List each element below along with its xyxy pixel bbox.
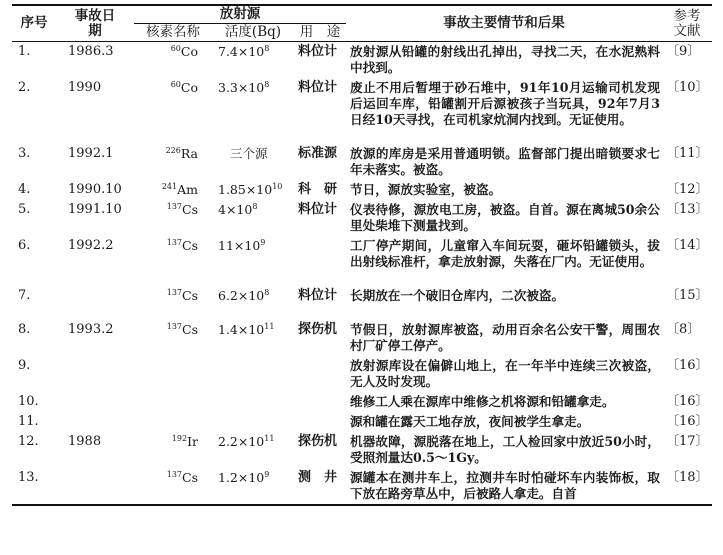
row-use: 标准源	[298, 146, 338, 161]
row-activity	[212, 200, 294, 236]
nuclide-mass-number: 137	[166, 321, 183, 331]
table-row	[12, 200, 712, 236]
header-no: 序号	[12, 5, 56, 42]
row-description: 放射源库设在偏僻山地上，在一年半中连续三次被盗，无人及时发现。	[350, 358, 660, 389]
activity-exponent: 8	[264, 43, 270, 53]
row-reference: 〔9〕	[666, 44, 701, 59]
header-reference: 参考文献	[662, 5, 712, 42]
row-date	[56, 412, 134, 432]
row-description: 放源的库房是采用普通明锁。监督部门提出暗锁要求七年未落实。被盗。	[350, 146, 660, 177]
row-number: 8.	[18, 322, 31, 337]
table-body	[12, 42, 712, 506]
row-description: 节日，源放实验室，被盗。	[350, 182, 502, 197]
row-description: 节假日，放射源库被盗，动用百余名公安干警，周围农村厂矿停工停产。	[350, 322, 660, 353]
table-row	[12, 468, 712, 505]
table-row	[12, 236, 712, 286]
row-number: 11.	[18, 414, 39, 429]
row-reference: 〔16〕	[666, 414, 709, 429]
nuclide-mass-number: 226	[165, 145, 181, 155]
row-use: 探伤机	[298, 434, 338, 449]
row-number: 5.	[18, 202, 31, 217]
activity-exponent: 11	[264, 433, 275, 443]
activity-exponent: 10	[272, 181, 283, 191]
table-row	[12, 432, 712, 468]
row-nuclide	[134, 144, 212, 180]
row-reference: 〔17〕	[666, 434, 709, 449]
row-description: 源罐本在测井车上，拉测井车时怕碰坏车内装饰板，取下放在路旁草丛中，后被路人拿走。自首	[350, 470, 660, 501]
nuclide-element: Cs	[182, 322, 198, 337]
header-use: 用 途	[294, 24, 346, 42]
activity-exponent: 8	[264, 79, 270, 89]
row-nuclide	[134, 412, 212, 432]
row-reference: 〔10〕	[666, 80, 709, 95]
row-number: 1.	[18, 44, 31, 59]
row-use: 料位计	[298, 288, 338, 303]
row-use: 科 研	[298, 182, 338, 197]
row-reference: 〔13〕	[666, 202, 709, 217]
accident-table	[12, 4, 712, 506]
row-activity	[212, 236, 294, 286]
row-nuclide	[134, 180, 212, 200]
nuclide-element: Am	[177, 182, 198, 197]
activity-value: 1.85×10	[218, 182, 273, 197]
row-activity	[212, 144, 294, 180]
nuclide-element: Co	[180, 44, 198, 59]
header-date: 事故日期	[56, 5, 134, 42]
nuclide-element: Ir	[187, 434, 198, 449]
activity-value: 1.4×10	[218, 322, 265, 337]
row-activity	[212, 412, 294, 432]
row-description: 仪表待修，源放电工房，被盗。自首。源在离城50余公里处柴堆下测量找到。	[350, 202, 660, 233]
header-source: 放射源	[134, 5, 346, 24]
nuclide-mass-number: 241	[161, 181, 178, 191]
row-use: 料位计	[298, 44, 338, 59]
activity-value: 3.3×10	[218, 80, 265, 95]
nuclide-mass-number: 60	[170, 43, 181, 53]
row-nuclide	[134, 200, 212, 236]
nuclide-element: Cs	[182, 288, 198, 303]
row-date: 1992.2	[68, 238, 114, 253]
activity-value: 三个源	[230, 146, 268, 161]
row-number: 7.	[18, 288, 31, 303]
header-activity: 活度(Bq)	[212, 24, 294, 42]
row-nuclide	[134, 356, 212, 392]
table-row	[12, 78, 712, 144]
table-row	[12, 286, 712, 320]
row-date: 1986.3	[68, 44, 114, 59]
row-reference: 〔14〕	[666, 238, 709, 253]
row-reference: 〔11〕	[666, 146, 709, 161]
row-nuclide	[134, 432, 212, 468]
activity-exponent: 9	[264, 469, 270, 479]
activity-value: 7.4×10	[218, 44, 265, 59]
row-description: 放射源从铅罐的射线出孔掉出，寻找二天，在水泥熟料中找到。	[350, 44, 660, 75]
row-description: 工厂停产期间，儿童窜入车间玩耍，砸坏铅罐锁头，拔出射线标准杆，拿走放射源，失落在厂内。无证使用。	[350, 238, 660, 269]
activity-value: 6.2×10	[218, 288, 265, 303]
row-description: 源和罐在露天工地存放，夜间被学生拿走。	[350, 414, 590, 429]
nuclide-element: Co	[180, 80, 198, 95]
row-activity	[212, 286, 294, 320]
row-activity	[212, 42, 294, 79]
nuclide-mass-number: 137	[166, 237, 183, 247]
activity-exponent: 8	[264, 287, 270, 297]
row-reference: 〔12〕	[666, 182, 709, 197]
header-nuclide: 核素名称	[134, 24, 212, 42]
activity-value: 4×10	[218, 202, 253, 217]
row-number: 13.	[18, 470, 39, 485]
row-use	[294, 392, 346, 412]
row-date	[56, 392, 134, 412]
row-description: 长期放在一个破旧仓库内，二次被盗。	[350, 288, 565, 303]
row-use	[294, 356, 346, 392]
activity-value: 11×10	[218, 238, 261, 253]
row-date	[56, 286, 134, 320]
table-row	[12, 320, 712, 356]
row-reference: 〔16〕	[666, 394, 709, 409]
row-number: 3.	[18, 146, 31, 161]
row-number: 6.	[18, 238, 31, 253]
nuclide-element: Ra	[180, 146, 198, 161]
row-date	[56, 468, 134, 505]
nuclide-element: Cs	[182, 202, 198, 217]
row-date: 1988	[68, 434, 102, 449]
nuclide-mass-number: 137	[166, 287, 183, 297]
row-number: 4.	[18, 182, 31, 197]
nuclide-element: Cs	[182, 238, 198, 253]
row-number: 2.	[18, 80, 31, 95]
row-use	[294, 236, 346, 286]
row-number: 12.	[18, 434, 39, 449]
row-nuclide	[134, 286, 212, 320]
nuclide-mass-number: 192	[171, 433, 188, 443]
row-use: 料位计	[298, 202, 338, 217]
table-row	[12, 42, 712, 79]
row-description: 废止不用后暂埋于砂石堆中，91年10月运输司机发现后运回车库，铅罐割开后源被孩子当玩具，92年7月3日经10天寻找，在司机家炕洞内找到。无证使用。	[350, 80, 660, 127]
row-nuclide	[134, 468, 212, 505]
row-reference: 〔8〕	[666, 322, 701, 337]
row-activity	[212, 320, 294, 356]
activity-exponent: 9	[260, 237, 266, 247]
row-date: 1990	[68, 80, 102, 95]
row-number: 10.	[18, 394, 39, 409]
row-nuclide	[134, 78, 212, 144]
header-description: 事故主要情节和后果	[346, 5, 662, 42]
row-activity	[212, 78, 294, 144]
row-description: 维修工人乘在源库中维修之机将源和铅罐拿走。	[350, 394, 615, 409]
row-number: 9.	[18, 358, 31, 373]
table-row	[12, 356, 712, 392]
row-date: 1990.10	[68, 182, 122, 197]
activity-value: 1.2×10	[218, 470, 265, 485]
row-date: 1992.1	[68, 146, 114, 161]
activity-exponent: 8	[252, 201, 258, 211]
nuclide-mass-number: 137	[166, 469, 183, 479]
nuclide-element: Cs	[182, 470, 198, 485]
row-use: 测 井	[298, 470, 338, 485]
table-row	[12, 180, 712, 200]
row-date: 1991.10	[68, 202, 122, 217]
row-nuclide	[134, 42, 212, 79]
row-reference: 〔18〕	[666, 470, 709, 485]
row-activity	[212, 356, 294, 392]
activity-value: 2.2×10	[218, 434, 265, 449]
row-activity	[212, 468, 294, 505]
row-reference: 〔15〕	[666, 288, 709, 303]
table-row	[12, 412, 712, 432]
row-use	[294, 412, 346, 432]
row-nuclide	[134, 392, 212, 412]
row-use: 探伤机	[298, 322, 338, 337]
table-row	[12, 144, 712, 180]
row-activity	[212, 180, 294, 200]
row-date: 1993.2	[68, 322, 114, 337]
row-activity	[212, 432, 294, 468]
activity-exponent: 11	[264, 321, 275, 331]
table-row	[12, 392, 712, 412]
row-nuclide	[134, 320, 212, 356]
row-activity	[212, 392, 294, 412]
nuclide-mass-number: 60	[170, 79, 181, 89]
row-reference: 〔16〕	[666, 358, 709, 373]
row-description: 机器故障，源脱落在地上，工人检回家中放近50小时，受照剂量达0.5～1Gy。	[350, 434, 660, 465]
nuclide-mass-number: 137	[166, 201, 183, 211]
row-date	[56, 356, 134, 392]
row-nuclide	[134, 236, 212, 286]
row-use: 料位计	[298, 80, 338, 95]
